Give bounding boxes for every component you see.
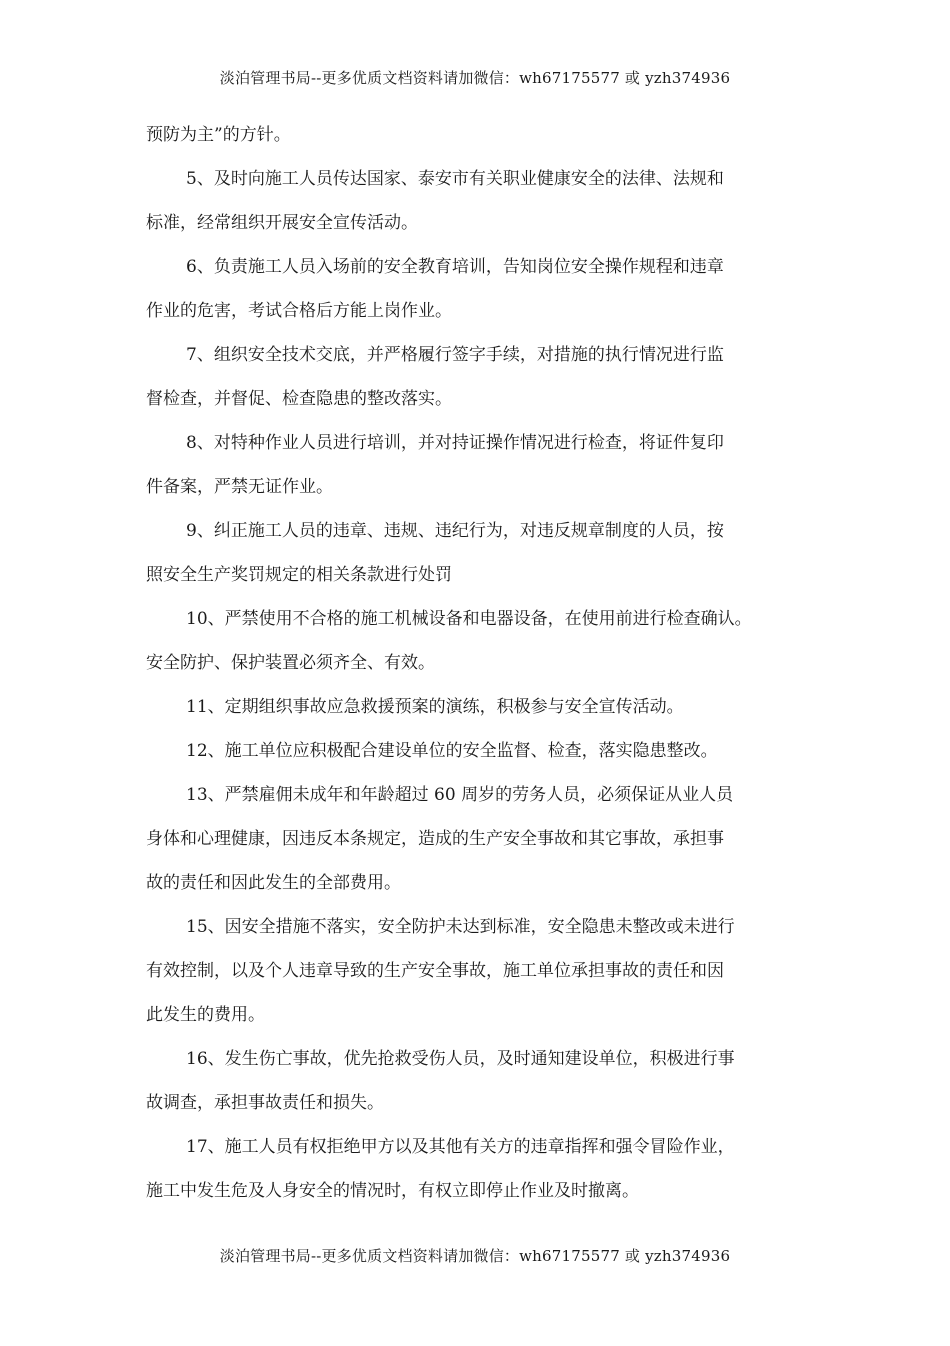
paragraph-line: 7、组织安全技术交底，并严格履行签字手续，对措施的执行情况进行监 [186, 345, 724, 365]
paragraph-line: 身体和心理健康，因违反本条规定，造成的生产安全事故和其它事故，承担事 [146, 829, 724, 849]
paragraph [146, 509, 826, 597]
paragraph-line: 8、对特种作业人员进行培训，并对持证操作情况进行检查，将证件复印 [186, 433, 724, 453]
paragraph [146, 421, 826, 509]
page-header: 淡泊管理书局--更多优质文档资料请加微信：wh67175577 或 yzh374936 [219, 69, 731, 87]
paragraph [146, 597, 826, 685]
paragraph [146, 1125, 826, 1213]
paragraph [146, 905, 826, 1037]
paragraph-line: 施工中发生危及人身安全的情况时，有权立即停止作业及时撤离。 [146, 1181, 639, 1201]
paragraph [146, 333, 826, 421]
paragraph-line: 12、施工单位应积极配合建设单位的安全监督、检查，落实隐患整改。 [186, 741, 718, 761]
paragraph-line: 有效控制，以及个人违章导致的生产安全事故，施工单位承担事故的责任和因 [146, 961, 724, 981]
page-footer: 淡泊管理书局--更多优质文档资料请加微信：wh67175577 或 yzh374936 [219, 1247, 731, 1265]
document-body [146, 113, 826, 1213]
paragraph [146, 685, 826, 729]
paragraph-line: 预防为主”的方针。 [146, 125, 291, 145]
paragraph-line: 标准，经常组织开展安全宣传活动。 [146, 213, 418, 233]
paragraph-line: 督检查，并督促、检查隐患的整改落实。 [146, 389, 452, 409]
paragraph-line: 照安全生产奖罚规定的相关条款进行处罚 [146, 565, 452, 585]
paragraph-line: 11、定期组织事故应急救援预案的演练，积极参与安全宣传活动。 [186, 697, 684, 717]
paragraph-line: 13、严禁雇佣未成年和年龄超过 60 周岁的劳务人员，必须保证从业人员 [186, 785, 734, 805]
paragraph-line: 故调查，承担事故责任和损失。 [146, 1093, 384, 1113]
paragraph-line: 作业的危害，考试合格后方能上岗作业。 [146, 301, 452, 321]
paragraph-line: 15、因安全措施不落实，安全防护未达到标准，安全隐患未整改或未进行 [186, 917, 735, 937]
paragraph-line: 17、施工人员有权拒绝甲方以及其他有关方的违章指挥和强令冒险作业， [186, 1137, 735, 1157]
paragraph [146, 113, 826, 157]
paragraph-line: 9、纠正施工人员的违章、违规、违纪行为，对违反规章制度的人员，按 [186, 521, 724, 541]
paragraph-line: 安全防护、保护装置必须齐全、有效。 [146, 653, 435, 673]
paragraph [146, 729, 826, 773]
paragraph [146, 1037, 826, 1125]
paragraph [146, 773, 826, 905]
paragraph-line: 5、及时向施工人员传达国家、泰安市有关职业健康安全的法律、法规和 [186, 169, 724, 189]
paragraph-line: 16、发生伤亡事故，优先抢救受伤人员，及时通知建设单位，积极进行事 [186, 1049, 735, 1069]
paragraph [146, 245, 826, 333]
paragraph-line: 10、严禁使用不合格的施工机械设备和电器设备，在使用前进行检查确认。 [186, 609, 752, 629]
paragraph [146, 157, 826, 245]
paragraph-line: 故的责任和因此发生的全部费用。 [146, 873, 401, 893]
paragraph-line: 件备案，严禁无证作业。 [146, 477, 333, 497]
paragraph-line: 此发生的费用。 [146, 1005, 265, 1025]
paragraph-line: 6、负责施工人员入场前的安全教育培训，告知岗位安全操作规程和违章 [186, 257, 724, 277]
